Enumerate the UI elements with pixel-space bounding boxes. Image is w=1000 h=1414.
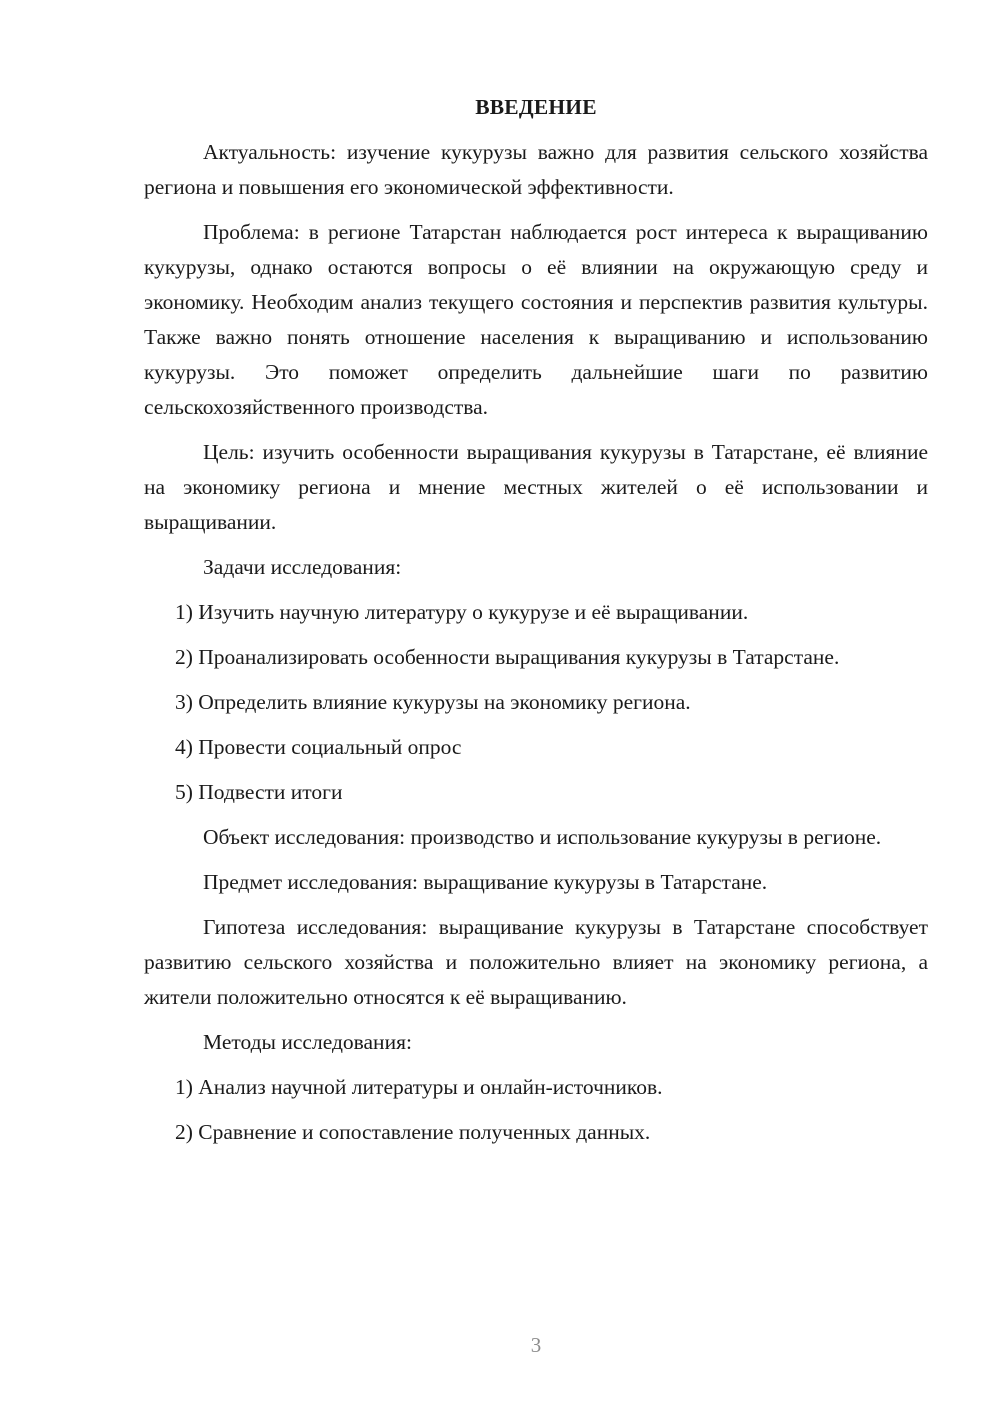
relevance-paragraph: Актуальность: изучение кукурузы важно для развития сельского хозяйства региона и повышения его экономической эффективности. <box>144 140 928 199</box>
task-item: 2) Проанализировать особенности выращивания кукурузы в Татарстане. <box>175 645 840 669</box>
page-number: 3 <box>530 1333 542 1357</box>
page-content <box>144 90 928 1150</box>
task-item: 1) Изучить научную литературу о кукурузе и её выращивании. <box>175 600 749 624</box>
task-item: 3) Определить влияние кукурузы на экономику региона. <box>175 690 691 714</box>
hypothesis-paragraph: Гипотеза исследования: выращивание кукурузы в Татарстане способствует развитию сельского хозяйства и положительно влияет на экономику региона, а жители положительно относятся к её выращиванию. <box>144 915 928 1009</box>
problem-paragraph: Проблема: в регионе Татарстан наблюдается рост интереса к выращиванию кукурузы, однако остаются вопросы о её влиянии на окружающую среду и экономику. Необходим анализ текущего состояния и перспектив развития культуры. Также важно понять отношение населения к выращиванию и использованию кукурузы. Это поможет определить дальнейшие шаги по развитию сельскохозяйственного производства. <box>144 220 928 419</box>
task-item: 5) Подвести итоги <box>175 780 343 804</box>
goal-paragraph: Цель: изучить особенности выращивания кукурузы в Татарстане, её влияние на экономику региона и мнение местных жителей о её использовании и выращивании. <box>144 440 928 534</box>
method-item: 2) Сравнение и сопоставление полученных данных. <box>175 1120 651 1144</box>
tasks-heading: Задачи исследования: <box>203 555 402 579</box>
methods-heading: Методы исследования: <box>203 1030 412 1054</box>
object-paragraph: Объект исследования: производство и использование кукурузы в регионе. <box>203 825 882 849</box>
subject-paragraph: Предмет исследования: выращивание кукурузы в Татарстане. <box>203 870 768 894</box>
task-item: 4) Провести социальный опрос <box>175 735 462 759</box>
section-title: ВВЕДЕНИЕ <box>475 95 597 119</box>
method-item: 1) Анализ научной литературы и онлайн-источников. <box>175 1075 663 1099</box>
